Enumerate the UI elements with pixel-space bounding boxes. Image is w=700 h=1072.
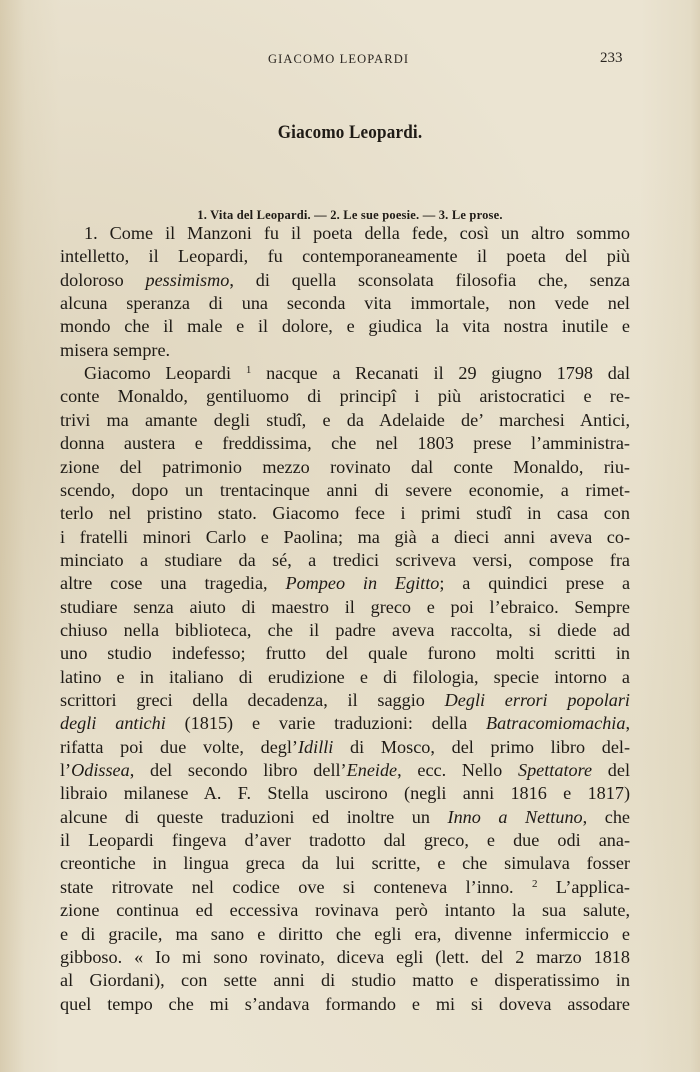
text-span: , del secondo libro dell’ xyxy=(129,760,347,781)
text-line xyxy=(60,992,630,1016)
text-line xyxy=(60,922,630,946)
text-span: altre cose una tragedia, xyxy=(60,573,286,594)
text-line xyxy=(60,501,630,525)
text-span: misera sempre. xyxy=(60,339,171,360)
text-span: alcune di queste traduzioni ed inoltre un xyxy=(60,806,448,827)
text-line xyxy=(60,455,630,479)
text-span: , ecc. Nello xyxy=(397,760,518,781)
text-span: , xyxy=(625,713,630,734)
text-span: l’ xyxy=(60,760,72,781)
text-line xyxy=(60,805,630,829)
text-span: chiuso nella biblioteca, che il padre aveva raccolta, si diede ad xyxy=(60,619,630,640)
text-span: , di quella sconsolata filosofia che, senza xyxy=(229,269,630,290)
text-line xyxy=(60,548,630,572)
text-line xyxy=(60,478,630,502)
text-span: quel tempo che mi s’andava formando e mi si doveva assodare xyxy=(60,993,630,1014)
text-line xyxy=(60,525,630,549)
text-span: il Leopardi fingeva d’aver tradotto dal greco, e due odi ana- xyxy=(60,830,630,851)
italic-title: pessimismo xyxy=(145,269,230,290)
text-span: latino e in italiano di erudizione e di filologia, specie intorno a xyxy=(60,666,630,687)
text-span: libraio milanese A. F. Stella uscirono (negli anni 1816 e 1817) xyxy=(60,783,630,804)
footnote-marker: 2 xyxy=(532,877,538,890)
text-span: minciato a studiare da sé, a tredici scriveva versi, compose fra xyxy=(60,549,630,570)
text-line xyxy=(60,641,630,665)
text-line xyxy=(60,735,630,759)
text-line xyxy=(60,291,630,315)
text-line xyxy=(60,595,630,619)
text-span: creontiche in lingua greca da lui scritte, e che simulava fosser xyxy=(60,853,630,874)
italic-title: Odissea xyxy=(71,760,130,781)
text-span: zione continua ed eccessiva rovinava però intanto la sua salute, xyxy=(60,900,630,921)
page-number: 233 xyxy=(600,50,623,66)
text-span: , che xyxy=(582,806,630,827)
italic-title: Degli errori popolari xyxy=(444,690,630,710)
text-span: state ritrovate nel codice ove si conteneva l’inno. xyxy=(60,876,533,897)
text-span: doloroso xyxy=(60,269,146,290)
text-span: gibboso. « Io mi sono rovinato, diceva egli (lett. del 2 marzo 1818 xyxy=(60,946,630,967)
italic-title: Idilli xyxy=(297,736,334,757)
italic-title: Inno a Nettuno xyxy=(447,806,583,827)
text-span: uno studio indefesso; frutto del quale furono molti scritti in xyxy=(60,643,630,664)
italic-title: Eneide xyxy=(346,760,398,781)
text-span: intelletto, il Leopardi, fu contemporaneamente il poeta del più xyxy=(60,246,630,267)
text-span: alcuna speranza di una seconda vita immortale, non vede nel xyxy=(60,293,630,314)
text-line xyxy=(60,314,630,338)
text-span: scendo, dopo un trentacinque anni di severe economie, a rimet- xyxy=(60,479,630,500)
text-line xyxy=(84,361,630,385)
text-span: i fratelli minori Carlo e Paolina; ma già a dieci anni aveva co- xyxy=(60,526,630,547)
text-line xyxy=(60,665,630,689)
text-span: trivi ma amante degli studî, e da Adelaide de’ marchesi Antici, xyxy=(60,409,630,430)
text-span: Giacomo Leopardi xyxy=(84,363,246,384)
text-line xyxy=(84,221,630,245)
text-line xyxy=(60,408,630,432)
text-span: del xyxy=(592,760,631,781)
text-line xyxy=(60,431,630,455)
text-span: L’applica- xyxy=(537,876,630,897)
text-span: zione del patrimonio mezzo rovinato dal conte Monaldo, riu- xyxy=(60,456,630,477)
text-span: rifatta poi due volte, degl’ xyxy=(60,736,298,757)
text-line xyxy=(60,945,630,969)
italic-title: degli antichi xyxy=(60,713,166,734)
italic-title: Batracomiomachia xyxy=(486,713,626,734)
text-span: terlo nel pristino stato. Giacomo fece i primi studî in casa con xyxy=(60,503,630,524)
text-line xyxy=(60,688,630,712)
text-span: e di gracile, ma sano e diritto che egli era, divenne infermiccio e xyxy=(60,923,630,944)
text-line xyxy=(60,244,630,268)
running-head xyxy=(0,52,700,72)
text-line xyxy=(60,851,630,875)
text-line xyxy=(60,268,630,292)
text-span: scrittori greci della decadenza, il saggio xyxy=(60,690,445,710)
text-line xyxy=(60,898,630,922)
text-span: mondo che il male e il dolore, e giudica la vita nostra inutile e xyxy=(60,316,630,337)
text-line xyxy=(60,781,630,805)
text-span: di Mosco, del primo libro del- xyxy=(333,736,631,757)
footnote-marker: 1 xyxy=(245,364,252,377)
text-span: al Giordani), con sette anni di studio matto e disperatissimo in xyxy=(60,970,630,991)
text-line xyxy=(60,711,630,735)
text-span: ; a quindici prese a xyxy=(439,573,631,594)
text-span: donna austera e freddissima, che nel 1803 prese l’amministra- xyxy=(60,433,630,454)
text-line xyxy=(60,968,630,992)
italic-title: Pompeo in Egitto xyxy=(285,573,440,594)
text-span: conte Monaldo, gentiluomo di principî i più aristocratici e re- xyxy=(60,386,630,407)
text-span: (1815) e varie traduzioni: della xyxy=(165,713,487,734)
chapter-title: Giacomo Leopardi. xyxy=(277,122,423,143)
text-line xyxy=(60,384,630,408)
text-line xyxy=(60,875,630,899)
text-line xyxy=(60,338,630,362)
text-span: nacque a Recanati il 29 giugno 1798 dal xyxy=(251,363,630,384)
text-line xyxy=(60,571,630,595)
text-span: studiare senza aiuto di maestro il greco e poi l’ebraico. Sempre xyxy=(60,596,630,617)
text-line xyxy=(60,828,630,852)
text-line xyxy=(60,618,630,642)
text-line xyxy=(60,758,630,782)
italic-title: Spettatore xyxy=(517,760,593,781)
section-index: 1. Vita del Leopardi. — 2. Le sue poesie. — 3. Le prose. xyxy=(197,208,503,222)
running-title: GIACOMO LEOPARDI xyxy=(268,52,410,66)
text-span: 1. Come il Manzoni fu il poeta della fede, così un altro sommo xyxy=(84,223,630,243)
